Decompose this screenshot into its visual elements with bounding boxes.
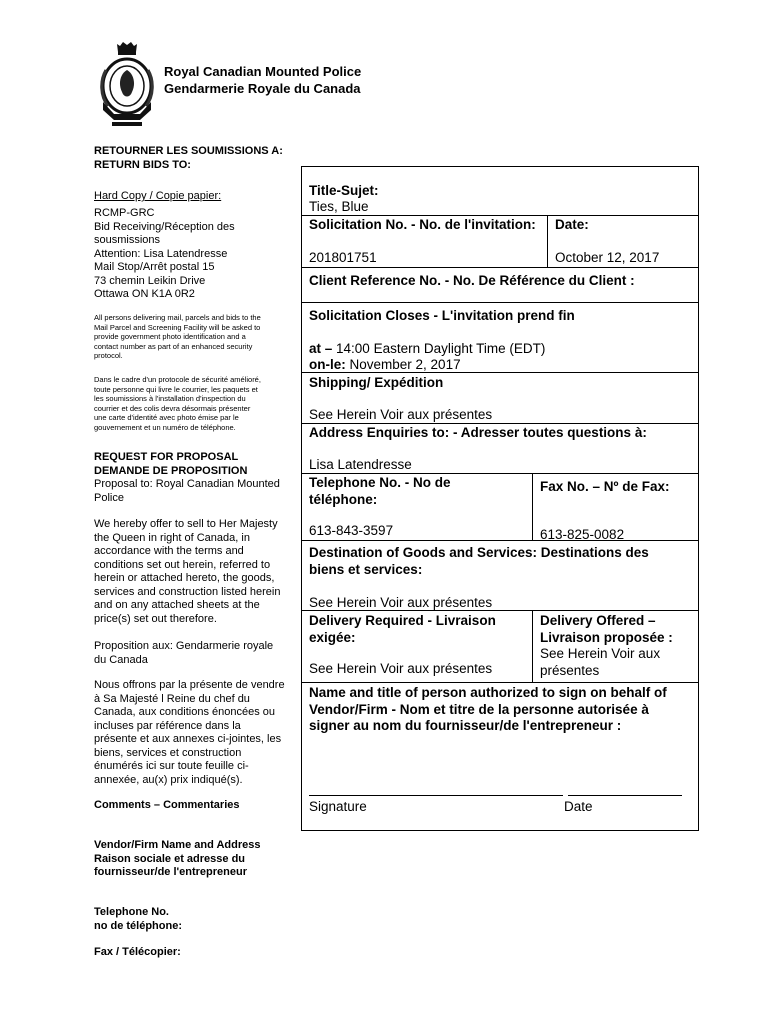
signature-line	[309, 795, 563, 796]
solicitation-box	[301, 166, 699, 831]
delivery-required-label: Delivery Required - Livraison exigée:	[309, 613, 496, 645]
divider	[302, 682, 698, 683]
destination-label: Destination of Goods and Services: Destinations des biens et services:	[309, 545, 649, 577]
authorized-signer-label: Name and title of person authorized to sign on behalf of Vendor/Firm - Nom et titre de la personne autorisée à signer au nom du fournisseur/de l'entrepreneur :	[309, 685, 667, 733]
date-line	[568, 795, 682, 796]
rcmp-crest-icon	[94, 40, 160, 128]
proposition-aux: Proposition aux: Gendarmerie royale du Canada	[94, 640, 274, 666]
return-address: RCMP-GRC Bid Receiving/Réception des sousmissions Attention: Lisa Latendresse Mail Stop/Arrêt postal 15 73 chemin Leikin Drive Ottawa ON K1A 0R2	[94, 207, 235, 300]
client-reference-label: Client Reference No. - No. De Référence du Client :	[309, 273, 635, 288]
solicitation-number-label: Solicitation No. - No. de l'invitation:	[309, 217, 536, 232]
return-bids-heading: RETOURNER LES SOUMISSIONS A: RETURN BIDS TO:	[94, 145, 283, 171]
solicitation-closes-label: Solicitation Closes - L'invitation prend fin	[309, 308, 575, 323]
divider	[532, 473, 533, 540]
title-value: Ties, Blue	[309, 199, 369, 214]
signature-date-label: Date	[564, 799, 593, 814]
telephone-label: Telephone No. no de téléphone:	[94, 906, 182, 932]
offer-text-fr: Nous offrons par la présente de vendre à Sa Majesté l Reine du chef du Canada, aux conditions énoncées ou incluses par référence dans la présente et aux annexes ci-jointes, les biens, services et construction énumérés ici sur toute feuille ci- annexée, au(x) prix indiqué(s).	[94, 679, 285, 786]
fax-label: Fax / Télécopier:	[94, 946, 181, 958]
date-label: Date:	[555, 217, 589, 232]
divider	[532, 610, 533, 682]
enquiries-label: Address Enquiries to: - Adresser toutes questions à:	[309, 425, 647, 440]
fax-label: Fax No. – Nº de Fax:	[540, 479, 670, 494]
title-label: Title-Sujet:	[309, 183, 379, 198]
shipping-value: See Herein Voir aux présentes	[309, 407, 493, 422]
offer-text-en: We hereby offer to sell to Her Majesty the Queen in right of Canada, in accordance with the terms and conditions set out herein, referred to herein or attached hereto, the goods, services and construction listed herein and on any attached sheets at the price(s) set out therefore.	[94, 518, 281, 625]
hard-copy-label: Hard Copy / Copie papier:	[94, 190, 222, 202]
security-notice-fr: Dans le cadre d'un protocole de sécurité amélioré, toute personne qui livre le courrier, les paquets et les soumissions à l'installation d'inspection du courrier et des colis devra désormais présenter une carte d'identité avec photo émise par le gouvernement et un numéro de téléphone.	[94, 375, 261, 432]
closes-at-value: 14:00 Eastern Daylight Time (EDT)	[336, 341, 546, 356]
closes-on-value: November 2, 2017	[349, 357, 461, 372]
closes-at	[309, 341, 545, 358]
signature-label: Signature	[309, 799, 367, 814]
vendor-label: Vendor/Firm Name and Address Raison sociale et adresse du fournisseur/de l'entrepreneur	[94, 839, 261, 878]
organization-name	[164, 63, 361, 97]
divider	[302, 267, 698, 268]
telephone-value: 613-843-3597	[309, 523, 394, 538]
divider	[547, 215, 548, 267]
organization-name-en: Royal Canadian Mounted Police	[164, 64, 362, 79]
date-value: October 12, 2017	[555, 250, 660, 265]
proposal-to: Proposal to: Royal Canadian Mounted Police	[94, 478, 280, 504]
organization-name-fr: Gendarmerie Royale du Canada	[164, 81, 361, 96]
closes-on	[309, 357, 461, 374]
rfp-heading: REQUEST FOR PROPOSAL DEMANDE DE PROPOSITION	[94, 451, 248, 477]
closes-on-label: on-le:	[309, 357, 346, 372]
destination-value: See Herein Voir aux présentes	[309, 595, 493, 610]
fax-value: 613-825-0082	[540, 527, 625, 542]
divider	[302, 302, 698, 303]
security-notice-en: All persons delivering mail, parcels and bids to the Mail Parcel and Screening Facility will be asked to provide government photo identification and a contact number as part of an enhanced security protocol.	[94, 313, 261, 361]
solicitation-number-value: 201801751	[309, 250, 377, 265]
delivery-required-value: See Herein Voir aux présentes	[309, 661, 493, 676]
comments-label: Comments – Commentaries	[94, 799, 240, 811]
shipping-label: Shipping/ Expédition	[309, 375, 444, 390]
telephone-label: Telephone No. - No de téléphone:	[309, 475, 451, 507]
divider	[302, 540, 698, 541]
enquiries-value: Lisa Latendresse	[309, 457, 412, 472]
delivery-offered: Delivery Offered – Livraison proposée : See Herein Voir aux présentes	[540, 613, 673, 678]
closes-at-label: at –	[309, 341, 333, 356]
